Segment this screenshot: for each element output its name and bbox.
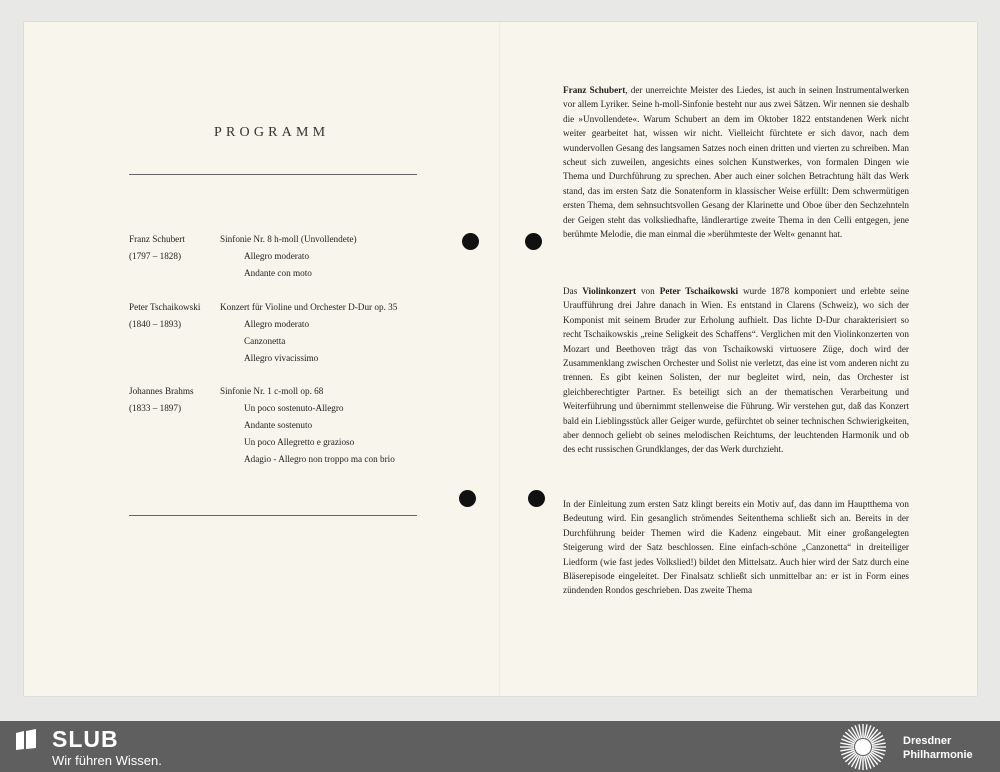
movement: Andante con moto [244, 268, 312, 278]
slub-logo-text[interactable]: SLUB [52, 726, 119, 752]
composer-name: Peter Tschaikowski [129, 302, 201, 312]
partner-name-line1[interactable]: Dresdner [903, 735, 952, 747]
movement: Un poco Allegretto e grazioso [244, 437, 355, 447]
movement: Andante sostenuto [244, 420, 313, 430]
work-title: Konzert für Violine und Orchester D-Dur op. 35 [220, 302, 398, 312]
composer-dates: (1797 – 1828) [129, 251, 182, 261]
work-title: Sinfonie Nr. 1 c-moll op. 68 [220, 386, 324, 396]
note-text: von [636, 286, 660, 296]
note-schubert [563, 83, 909, 241]
program-title: PROGRAMM [214, 125, 330, 140]
punch-hole [525, 233, 542, 250]
composer-name: Franz Schubert [129, 234, 185, 244]
movement: Adagio - Allegro non troppo ma con brio [244, 454, 395, 464]
footer-bar [0, 721, 1000, 772]
note-text: Das [563, 286, 583, 296]
movement: Allegro moderato [244, 319, 310, 329]
note-text: In der Einleitung zum ersten Satz klingt bereits ein Motiv auf, das dann im Hauptthema von Bedeutung wird. Ein gesanglich strömendes Seitenthema schließt sich an. Bereits in der Durchführung beider Themen wird die Kadenz eingebaut. Mit einer großangelegten Steigerung wird der Satz beschlossen. Eine einfach-schöne „Canzonetta“ in dreiteiliger Liedform (wie fast jedes Volkslied!) bildet den Mittelsatz. Auch hier wird der Satz durch eine Bläserepisode eingeleitet. Der Finalsatz schließt sich unmittelbar an: er ist in Form eines zündenden Rondos geschrieben. Das zweite Thema [563, 499, 909, 596]
punch-hole [462, 233, 479, 250]
composer-dates: (1833 – 1897) [129, 403, 182, 413]
partner-name-line2[interactable]: Philharmonie [903, 749, 973, 761]
divider [129, 174, 417, 175]
composer-name: Peter Tschaikowski [659, 286, 738, 296]
note-text: , der unerreichte Meister des Liedes, ist auch in seinen Instrumentalwerken vor allem Lyriker. Seine h-moll-Sinfonie besteht nur aus zwei Sätzen. Wir nennen sie deshalb die »Unvollendete«. Warum Schubert an dem im Oktober 1822 entstandenen Werk nicht weiter gearbeitet hat, wissen wir nicht. Vielleicht fürchtete er sich davor, nach dem wundervollen Gesang des langsamen Satzes noch einen dritten und vierten zu schreiben. Man scheut sich zuweilen, angesichts eines solchen Kunstwerkes, von formalen Dingen wie Thema und Durchführung zu sprechen. Aber auch einer solchen Betrachtung hält das Werk stand, das im ersten Satz die Sonatenform in klassischer Weise erfüllt: Dem schwermütigen ersten Thema, dem sehnsuchtsvollen Gesang der Klarinette und Oboe über den Sechzehnteln der Geigen steht das volksliedhafte, ländlerartige zweite Thema in den Celli entgegen, jene berühmte Melodie, die man einmal die »berühmteste der Welt« genannt hat. [563, 85, 910, 240]
work-name: Violinkonzert [582, 286, 637, 296]
sunburst-logo-icon [838, 722, 888, 772]
composer-dates: (1840 – 1893) [129, 319, 182, 329]
page-fold [499, 22, 500, 696]
composer-name: Johannes Brahms [129, 386, 194, 396]
note-einleitung [563, 497, 909, 598]
punch-hole [528, 490, 545, 507]
book-icon [14, 729, 38, 751]
movement: Allegro vivacissimo [244, 353, 319, 363]
punch-hole [459, 490, 476, 507]
movement: Un poco sostenuto-Allegro [244, 403, 344, 413]
composer-name: Franz Schubert [563, 85, 626, 95]
movement: Allegro moderato [244, 251, 310, 261]
note-text: wurde 1878 komponiert und erlebte seine Uraufführung drei Jahre danach in Wien. Es entstand in Clarens (Schweiz), wo sich der Komponist mit seinem Bruder zur Erholung aufhielt. Das lichte D-Dur charakterisiert so recht Tschaikowskis „reine Seligkeit des Schaffens“. Verglichen mit den Violinkonzerten von Mozart und Beethoven trägt das von Tschaikowski virtuosere Züge, doch wird der Zusammenklang zwischen Orchester und Solist nie verletzt, das eine ist vom anderen nicht zu trennen. Es gibt keinen Solisten, der nur begleitet wird, nein, das Orchester ist gleichberechtigter Partner. Es beteiligt sich an der thematischen Verarbeitung und Weiterführung und übernimmt stellenweise die Führung. Wir verstehen gut, daß das Konzert bald ein Lieblingsstück aller Geiger wurde, gefürchtet ob seiner technischen Schwierigkeiten, aber dennoch geliebt ob seines melodischen Reichtums, der leuchtenden Harmonik und ob des echt russischen Grundklanges, der das Werk durchzieht. [563, 286, 910, 455]
work-title: Sinfonie Nr. 8 h-moll (Unvollendete) [220, 234, 357, 244]
note-tschaikowski [563, 284, 909, 457]
slub-tagline: Wir führen Wissen. [52, 753, 162, 768]
divider [129, 515, 417, 516]
movement: Canzonetta [244, 336, 286, 346]
